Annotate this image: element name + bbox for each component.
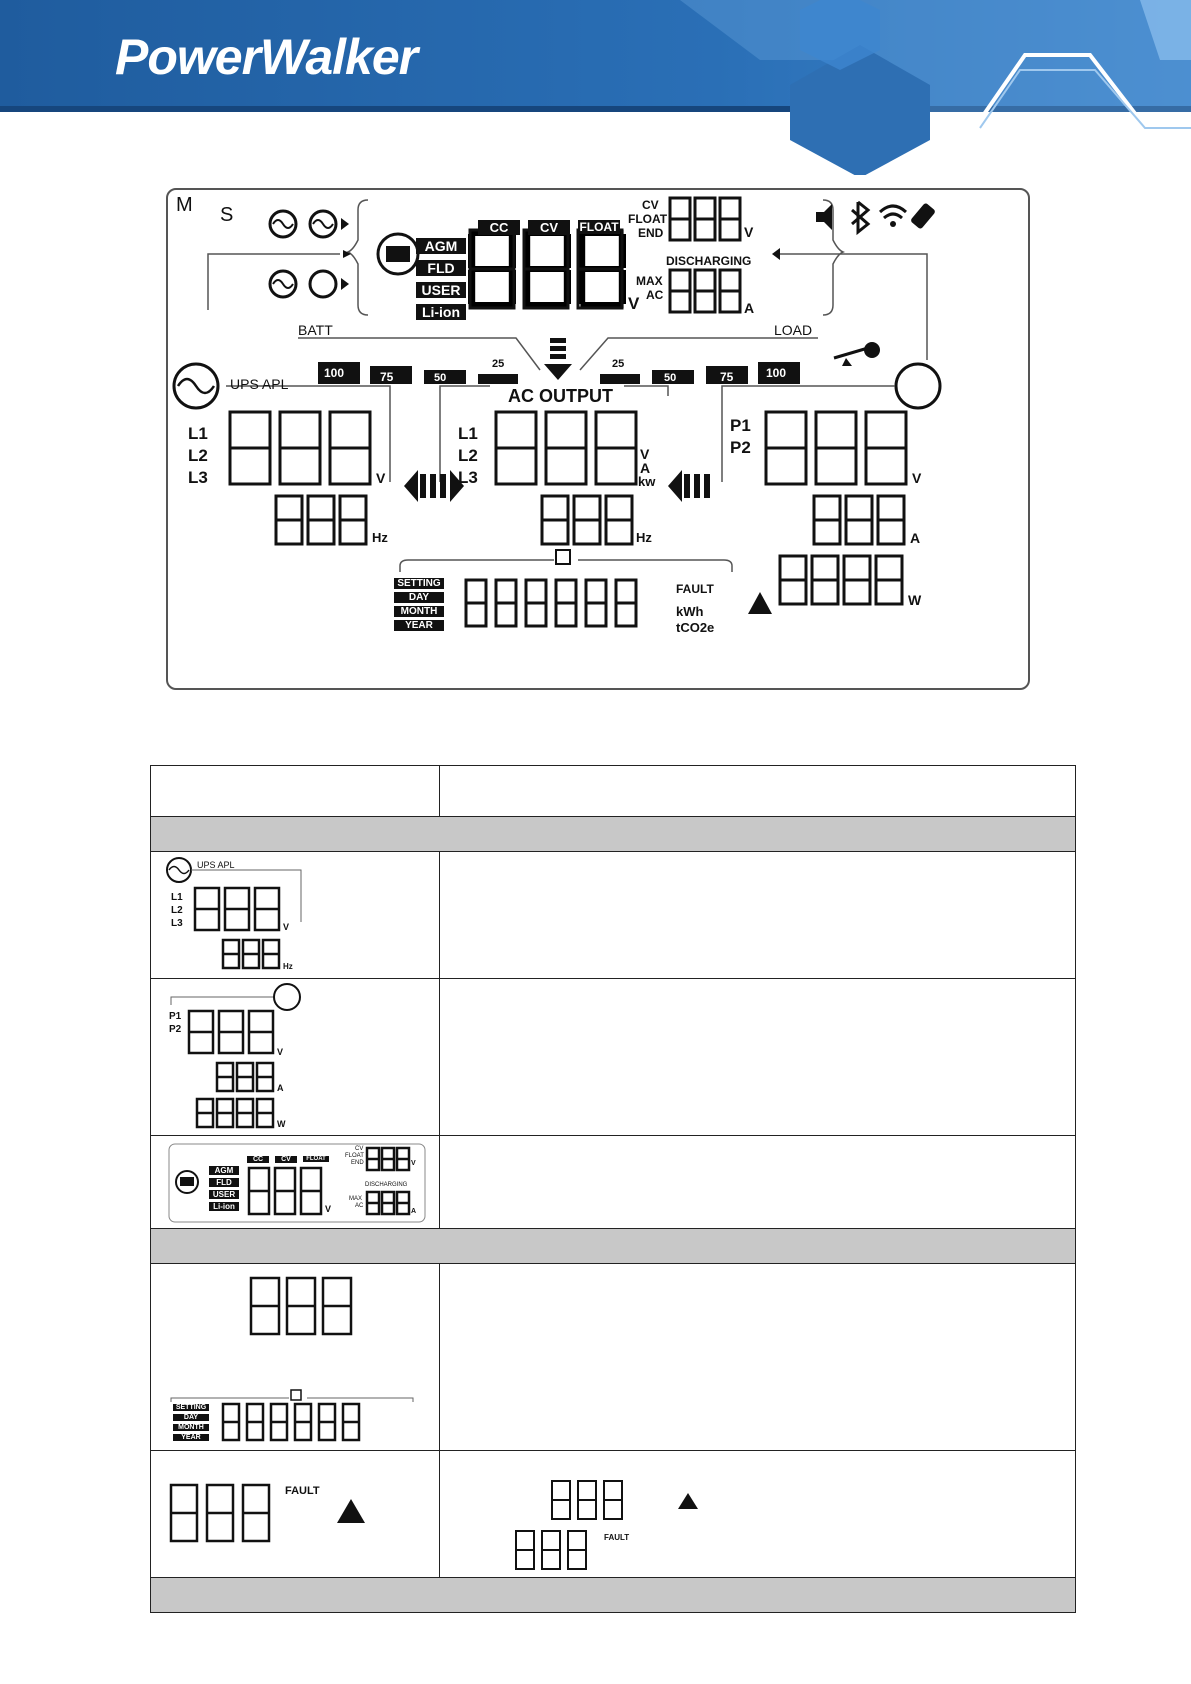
fault-desc-graphic	[440, 1451, 1060, 1577]
pv-p1: P1	[730, 416, 751, 435]
row3-cc: CC	[247, 1156, 269, 1163]
battery-icon-cell	[151, 1136, 440, 1229]
pv-icon-cell	[151, 979, 440, 1136]
max-label: MAX	[636, 274, 663, 288]
header-cell-description	[440, 766, 1076, 817]
ac-input-icon	[151, 852, 439, 978]
row1-l1: L1	[171, 892, 183, 903]
batt-label: BATT	[298, 322, 333, 338]
tag-month: MONTH	[394, 606, 444, 617]
tag-cc: CC	[478, 220, 520, 235]
float-label: FLOAT	[628, 212, 668, 226]
row3-a: A	[411, 1208, 417, 1215]
info-display-icon	[151, 1264, 439, 1450]
row4-setting: SETTING	[173, 1404, 209, 1411]
row3-user: USER	[209, 1190, 239, 1199]
table-row	[151, 852, 1076, 979]
row2-v: V	[277, 1047, 284, 1057]
current-unit-a: A	[744, 300, 755, 316]
pv-desc-cell	[440, 979, 1076, 1136]
ac-label: AC	[646, 288, 664, 302]
row2-p2: P2	[169, 1024, 182, 1035]
table-header-row	[151, 766, 1076, 817]
header-cell-icon	[151, 766, 440, 817]
load-level-100: 100	[766, 366, 787, 380]
info-desc-cell	[440, 1264, 1076, 1451]
row4-day: DAY	[173, 1414, 209, 1421]
section-row	[151, 1229, 1076, 1264]
row3-float: FLOAT	[303, 1156, 329, 1162]
load-label: LOAD	[774, 322, 813, 338]
header-banner	[0, 0, 1191, 175]
batt-level-50: 50	[434, 372, 447, 384]
s-label: S	[220, 204, 234, 226]
input-l3: L3	[188, 468, 208, 487]
row3-cv-small: CV	[355, 1146, 364, 1152]
row2-w: W	[277, 1119, 286, 1129]
battery-desc-cell	[440, 1136, 1076, 1229]
cv-unit-v: V	[744, 224, 754, 240]
row1-ups-apl: UPS APL	[197, 860, 235, 870]
load-level-50: 50	[664, 372, 677, 384]
pv-p2: P2	[730, 438, 751, 457]
tco2e-label: tCO2e	[676, 620, 715, 635]
input-unit-v: V	[376, 470, 386, 486]
row3-v2: V	[411, 1160, 416, 1167]
row2-a: A	[277, 1083, 284, 1093]
table-row	[151, 979, 1076, 1136]
ups-apl-label: UPS APL	[230, 376, 289, 392]
ac-output-label: AC OUTPUT	[508, 386, 613, 406]
tag-agm: AGM	[416, 238, 466, 254]
output-l3: L3	[458, 468, 478, 487]
row3-ac: AC	[355, 1203, 364, 1209]
fault-icon	[151, 1451, 439, 1577]
row5-fault-small: FAULT	[604, 1533, 630, 1542]
lcd-graphics	[168, 190, 1028, 688]
batt-level-75: 75	[380, 370, 394, 384]
row3-float-small: FLOAT	[345, 1153, 364, 1159]
row3-cv: CV	[275, 1156, 297, 1163]
table-row	[151, 1264, 1076, 1451]
row3-agm: AGM	[209, 1166, 239, 1175]
info-icon-cell	[151, 1264, 440, 1451]
pv-icon	[151, 979, 439, 1135]
table-row	[151, 1451, 1076, 1578]
fault-label: FAULT	[676, 582, 714, 596]
row4-year: YEAR	[173, 1434, 209, 1441]
pv-unit-v: V	[912, 470, 922, 486]
section-row	[151, 1578, 1076, 1613]
row1-l3: L3	[171, 918, 183, 929]
row3-v: V	[325, 1204, 332, 1214]
output-unit-a: A	[640, 460, 651, 476]
output-l1: L1	[458, 424, 478, 443]
end-label: END	[638, 226, 664, 240]
tag-user: USER	[416, 282, 466, 298]
ac-input-desc-cell	[440, 852, 1076, 979]
pv-unit-w: W	[908, 592, 922, 608]
tag-cv: CV	[528, 220, 570, 235]
tag-fld: FLD	[416, 260, 466, 276]
lcd-display-diagram	[166, 188, 1030, 690]
row5-fault: FAULT	[285, 1485, 320, 1497]
row1-v: V	[283, 922, 290, 932]
main-unit-v: V	[628, 294, 640, 313]
lcd-description-table	[150, 765, 1076, 1613]
tag-year: YEAR	[394, 620, 444, 631]
row4-month: MONTH	[173, 1424, 209, 1431]
output-l2: L2	[458, 446, 478, 465]
section-row	[151, 817, 1076, 852]
table-row	[151, 1136, 1076, 1229]
brand-logo: PowerWalker	[115, 29, 418, 85]
output-unit-hz: Hz	[636, 530, 652, 545]
tag-day: DAY	[394, 592, 444, 603]
row3-end-small: END	[351, 1160, 364, 1166]
batt-level-25: 25	[492, 358, 505, 370]
tag-li-ion: Li-ion	[416, 304, 466, 320]
tag-float: FLOAT	[579, 220, 619, 234]
batt-level-100: 100	[324, 366, 345, 380]
row1-l2: L2	[171, 905, 183, 916]
cv-label: CV	[642, 198, 659, 212]
page-header	[0, 0, 1191, 175]
row3-li-ion: Li-ion	[209, 1202, 239, 1211]
row2-p1: P1	[169, 1011, 182, 1022]
row3-discharging: DISCHARGING	[365, 1182, 408, 1188]
fault-desc-cell	[440, 1451, 1076, 1578]
output-unit-kw: kw	[638, 474, 656, 489]
row3-max: MAX	[349, 1196, 363, 1202]
row3-fld: FLD	[209, 1178, 239, 1187]
row1-hz: Hz	[283, 962, 293, 971]
input-unit-hz: Hz	[372, 530, 388, 545]
pv-unit-a: A	[910, 530, 921, 546]
input-l1: L1	[188, 424, 208, 443]
fault-icon-cell	[151, 1451, 440, 1578]
kwh-label: kWh	[676, 604, 704, 619]
output-unit-v: V	[640, 446, 650, 462]
discharging-label: DISCHARGING	[666, 254, 752, 268]
load-level-25: 25	[612, 358, 625, 370]
tag-setting: SETTING	[394, 578, 444, 589]
input-l2: L2	[188, 446, 208, 465]
ac-input-icon-cell	[151, 852, 440, 979]
m-label: M	[176, 194, 193, 216]
load-level-75: 75	[720, 370, 734, 384]
